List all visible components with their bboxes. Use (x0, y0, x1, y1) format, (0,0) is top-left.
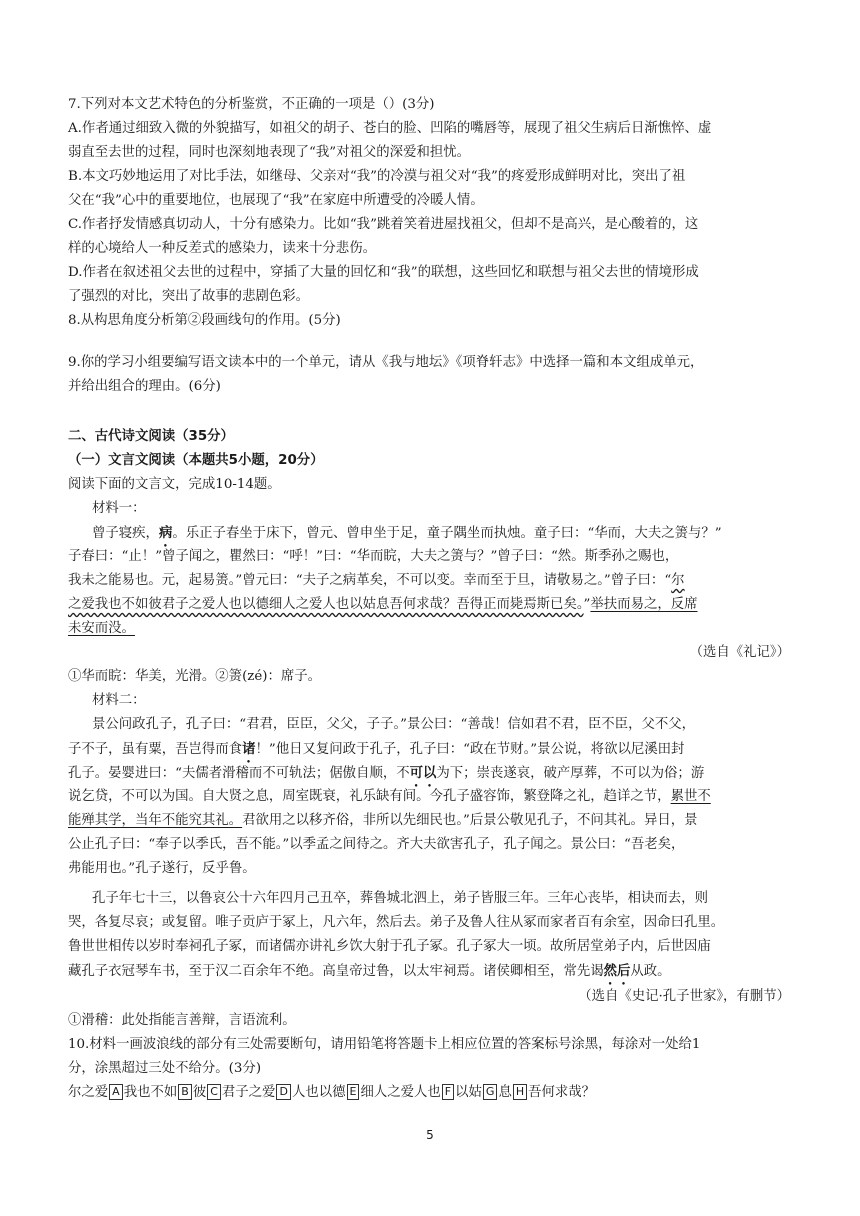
q10-segmentation-line (68, 1081, 796, 1105)
q7-option-d-line2: 了强烈的对比，突出了故事的悲剧色彩。 (68, 289, 310, 304)
q8-stem: 8.从构思角度分析第②段画线句的作用。(5分) (68, 313, 341, 328)
q7-option-a-line2: 弱直至去世的过程，同时也深刻地表现了“我”对祖父的深爱和担忧。 (68, 145, 471, 160)
q9-line2: 并给出组合的理由。(6分) (68, 379, 221, 394)
q10-box-h[interactable]: H (513, 1084, 527, 1100)
material-2-line6: 公止孔子曰：“奉子以季氏，吾不能。”以季孟之间待之。齐大夫欲害孔子，孔子闻之。景公曰：“吾老矣， (68, 837, 685, 852)
q10-box-d[interactable]: D (276, 1084, 290, 1100)
q10-box-a[interactable]: A (109, 1084, 123, 1100)
material-1-note: ①华而睆：华美，光滑。②箦(zé)：席子。 (68, 669, 322, 684)
q10-seg: 以姑 (455, 1085, 482, 1100)
q7-option-b-line1: B.本文巧妙地运用了对比手法，如继母、父亲对“我”的冷漠与祖父对“我”的疼爱形成鲜明对比，突出了祖 (68, 169, 686, 184)
material-1-source: （选自《礼记》） (689, 645, 790, 660)
material-2-line7: 弗能用也。”孔子遂行，反乎鲁。 (68, 861, 256, 876)
subsection-heading: （一）文言文阅读（本题共5小题，20分） (68, 453, 324, 468)
page-number: 5 (426, 1128, 434, 1142)
q10-seg: 细人之爱人也 (360, 1085, 441, 1100)
material-2-para2-line4: 藏孔子衣冠琴车书，至于汉二百余年不绝。高皇帝过鲁，以太牢祠焉。诸侯卿相至，常先谒然后从政。 (68, 963, 671, 979)
material-2-label: 材料二： (92, 693, 146, 708)
material-1-line2: 子春曰：“止！”曾子闻之，瞿然曰：“呼！”曰：“华而睆，大夫之箦与？”曾子曰：“然。斯季孙之赐也， (68, 549, 679, 564)
q10-seg: 息 (498, 1085, 512, 1100)
material-2-line4: 说乞贷，不可以为国。自大贤之息，周室既衰，礼乐缺有间。今孔子盛容饰，繁登降之礼，趋详之节，累世不 (68, 789, 711, 804)
reading-intro: 阅读下面的文言文，完成10-14题。 (68, 477, 281, 492)
q10-line1: 10.材料一画波浪线的部分有三处需要断句，请用铅笔将答题卡上相应位置的答案标号涂黑，每涂对一处给1 (68, 1037, 701, 1052)
material-2-note: ①滑稽：此处指能言善辩，言语流利。 (68, 1013, 296, 1028)
q10-box-e[interactable]: E (347, 1084, 360, 1100)
q10-line2: 分，涂黑超过三处不给分。(3分) (68, 1061, 262, 1076)
material-2-para2-line1: 孔子年七十三，以鲁哀公十六年四月己丑卒，葬鲁城北泗上，弟子皆服三年。三年心丧毕，相诀而去，则 (92, 891, 708, 906)
q10-seg: 我也不如 (123, 1085, 178, 1100)
material-2-source: （选自《史记·孔子世家》，有删节） (578, 989, 790, 1004)
q7-option-d-line1: D.作者在叙述祖父去世的过程中，穿插了大量的回忆和“我”的联想，这些回忆和联想与祖父去世的情境形成 (68, 265, 699, 280)
q9-line1: 9.你的学习小组要编写语文读本中的一个单元，请从《我与地坛》《项脊轩志》中选择一篇和本文组成单元， (68, 355, 704, 370)
material-2-line3: 孔子。晏婴进曰：“夫儒者滑稽而不可轨法；倨傲自顺，不可以为下；崇丧遂哀，破产厚葬，不可以为俗；游 (68, 765, 705, 781)
material-1-line4: 之爱我也不如彼君子之爱人也以德细人之爱人也以姑息吾何求哉？吾得正而毙焉斯已矣。”举扶而易之，反席 (68, 597, 698, 612)
q10-box-c[interactable]: C (207, 1084, 221, 1100)
material-2-line1: 景公问政孔子，孔子曰：“君君，臣臣，父父，子子。”景公曰：“善哉！信如君不君，臣不臣，父不父， (92, 717, 696, 732)
material-2-para2-line3: 鲁世世相传以岁时奉祠孔子冢，而诸儒亦讲礼乡饮大射于孔子冢。孔子冢大一顷。故所居堂弟子内，后世因庙 (68, 939, 711, 954)
material-2-line2: 子不子，虽有粟，吾岂得而食诸！”他日又复问政于孔子，孔子曰：“政在节财。”景公说，将欲以尼溪田封 (68, 741, 685, 757)
q10-box-f[interactable]: F (442, 1084, 454, 1100)
q10-box-b[interactable]: B (178, 1084, 192, 1100)
q10-seg: 尔之爱 (68, 1085, 109, 1100)
q10-seg: 吾何求哉？ (528, 1085, 596, 1100)
q7-option-c-line1: C.作者抒发情感真切动人，十分有感染力。比如“我”跳着笑着进屋找祖父，但却不是高兴，是心酸着的，这 (68, 217, 699, 232)
q7-option-a-line1: A.作者通过细致入微的外貌描写，如祖父的胡子、苍白的脸、凹陷的嘴唇等，展现了祖父生病后日渐憔悴、虚 (68, 121, 712, 136)
q10-box-g[interactable]: G (483, 1084, 498, 1100)
q7-option-b-line2: 父在“我”心中的重要地位，也展现了“我”在家庭中所遭受的冷暖人情。 (68, 193, 484, 208)
material-1-line3: 我未之能易也。元，起易箦。”曾元曰：“夫子之病革矣，不可以变。幸而至于旦，请敬易之。”曾子曰：“尔 (68, 573, 685, 588)
material-2-line5: 能殚其学，当年不能究其礼。君欲用之以移齐俗，非所以先细民也。”后景公敬见孔子，不问其礼。异日，景 (68, 813, 698, 828)
material-2-para2-line2: 哭，各复尽哀；或复留。唯子贡庐于冢上，凡六年，然后去。弟子及鲁人往从冢而家者百有余室，因命曰孔里。 (68, 915, 725, 930)
material-1-line1: 曾子寝疾，病。乐正子春坐于床下，曾元、曾申坐于足，童子隅坐而执烛。童子曰：“华而，大夫之箦与？” (92, 525, 722, 541)
q10-seg: 彼 (192, 1085, 207, 1100)
q7-stem: 7.下列对本文艺术特色的分析鉴赏，不正确的一项是（）(3分) (68, 97, 435, 112)
q10-seg: 人也以德 (291, 1085, 346, 1100)
material-1-line5: 未安而没。 (68, 621, 135, 636)
section-heading: 二、古代诗文阅读（35分） (68, 429, 234, 444)
q10-seg: 君子之爱 (221, 1085, 276, 1100)
q7-option-c-line2: 样的心境给人一种反差式的感染力，读来十分悲伤。 (68, 241, 376, 256)
material-1-label: 材料一： (92, 501, 146, 516)
